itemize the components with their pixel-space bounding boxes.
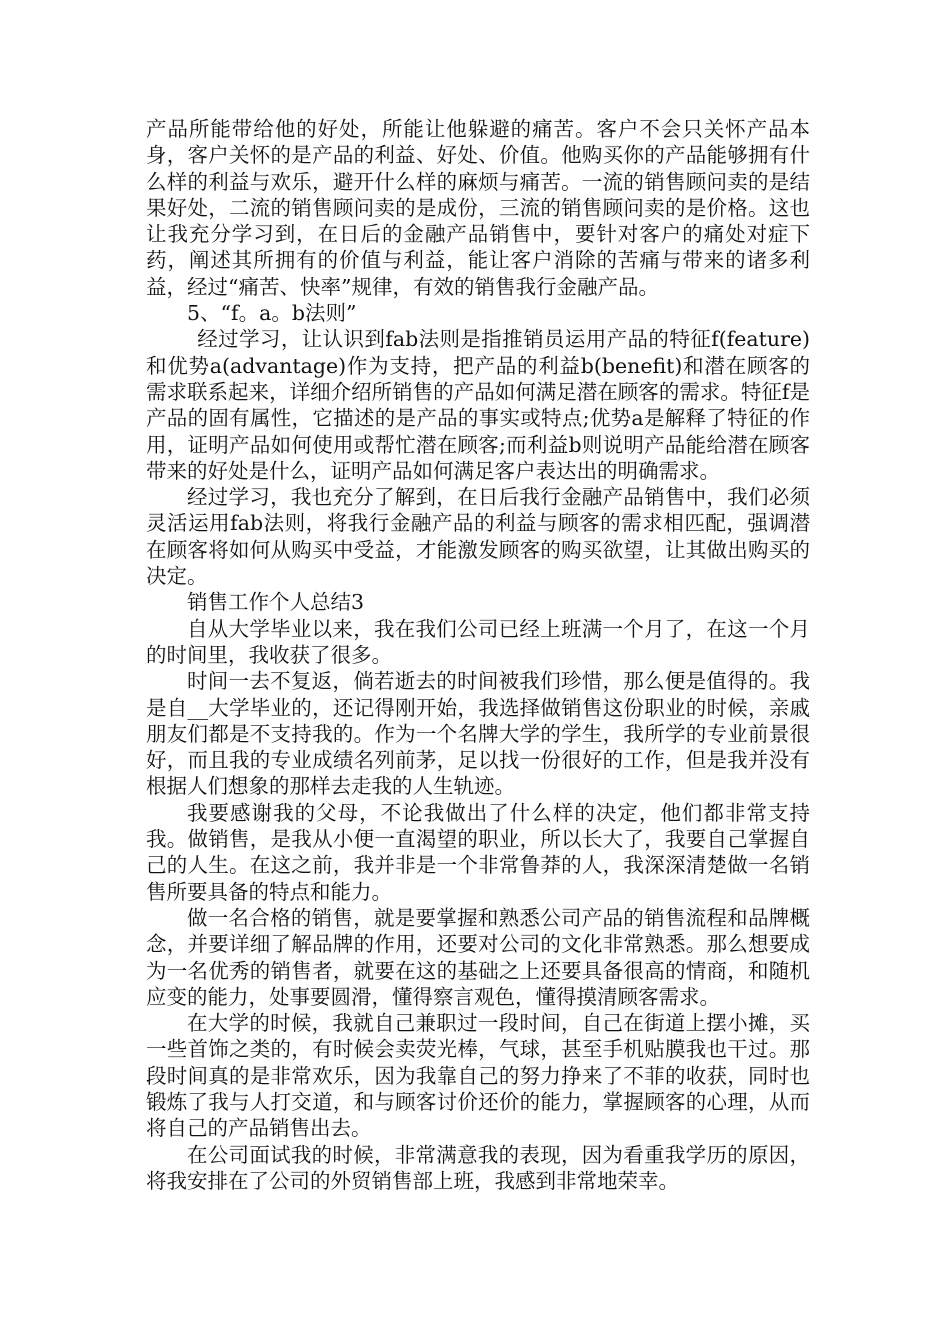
document-body <box>146 116 810 1194</box>
paragraph-product-benefits: 产品所能带给他的好处，所能让他躲避的痛苦。客户不会只关怀产品本身，客户关怀的是产品的利益、好处、价值。他购买你的产品能够拥有什么样的利益与欢乐，避开什么样的麻烦与痛苦。一流的销售顾问卖的是结果好处，二流的销售顾问卖的是成份，三流的销售顾问卖的是价格。这也让我充分学习到，在日后的金融产品销售中，要针对客户的痛处对症下药，阐述其所拥有的价值与利益，能让客户消除的苦痛与带来的诸多利益，经过“痛苦、快率”规律，有效的销售我行金融产品。 <box>146 117 810 299</box>
section-heading-summary-3: 销售工作个人总结3 <box>187 590 365 615</box>
paragraph-interview: 在公司面试我的时候，非常满意我的表现，因为看重我学历的原因，将我安排在了公司的外贸销售部上班，我感到非常地荣幸。 <box>146 1142 810 1193</box>
paragraph-intro: 自从大学毕业以来，我在我们公司已经上班满一个月了，在这一个月的时间里，我收获了很多。 <box>146 616 810 667</box>
section-heading-fab: 5、“f。a。b法则” <box>187 301 357 326</box>
paragraph-college-experience: 在大学的时候，我就自己兼职过一段时间，自己在街道上摆小摊，买一些首饰之类的，有时候会卖荧光棒，气球，甚至手机贴膜我也干过。那段时间真的是非常欢乐，因为我靠自己的努力挣来了不菲的收获，同时也锻炼了我与人打交道，和与顾客讨价还价的能力，掌握顾客的心理，从而将自己的产品销售出去。 <box>146 1011 810 1141</box>
paragraph-fab-definition: 经过学习，让认识到fab法则是指推销员运用产品的特征f(feature)和优势a(advantage)作为支持，把产品的利益b(benefit)和潜在顾客的需求联系起来，详细介绍所销售的产品如何满足潜在顾客的需求。特征f是产品的固有属性，它描述的是产品的事实或特点;优势a是解释了特征的作用，证明产品如何使用或帮忙潜在顾客;而利益b则说明产品能给潜在顾客带来的好处是什么，证明产品如何满足客户表达出的明确需求。 <box>146 327 810 483</box>
paragraph-parents: 我要感谢我的父母，不论我做出了什么样的决定，他们都非常支持我。做销售，是我从小便一直渴望的职业，所以长大了，我要自己掌握自己的人生。在这之前，我并非是一个非常鲁莽的人，我深深清楚做一名销售所要具备的特点和能力。 <box>146 800 810 904</box>
paragraph-fab-application: 经过学习，我也充分了解到，在日后我行金融产品销售中，我们必须灵活运用fab法则，将我行金融产品的利益与顾客的需求相匹配，强调潜在顾客将如何从购买中受益，才能激发顾客的购买欲望，让其做出购买的决定。 <box>146 485 810 589</box>
paragraph-qualified-sales: 做一名合格的销售，就是要掌握和熟悉公司产品的销售流程和品牌概念，并要详细了解品牌的作用，还要对公司的文化非常熟悉。那么想要成为一名优秀的销售者，就要在这的基础之上还要具备很高的情商，和随机应变的能力，处事要圆滑，懂得察言观色，懂得摸清顾客需求。 <box>146 905 810 1009</box>
paragraph-career-choice: 时间一去不复返，倘若逝去的时间被我们珍惜，那么便是值得的。我是自__大学毕业的，还记得刚开始，我选择做销售这份职业的时候，亲戚朋友们都是不支持我的。作为一个名牌大学的学生，我所学的专业前景很好，而且我的专业成绩名列前茅，足以找一份很好的工作，但是我并没有根据人们想象的那样去走我的人生轨迹。 <box>146 669 810 799</box>
